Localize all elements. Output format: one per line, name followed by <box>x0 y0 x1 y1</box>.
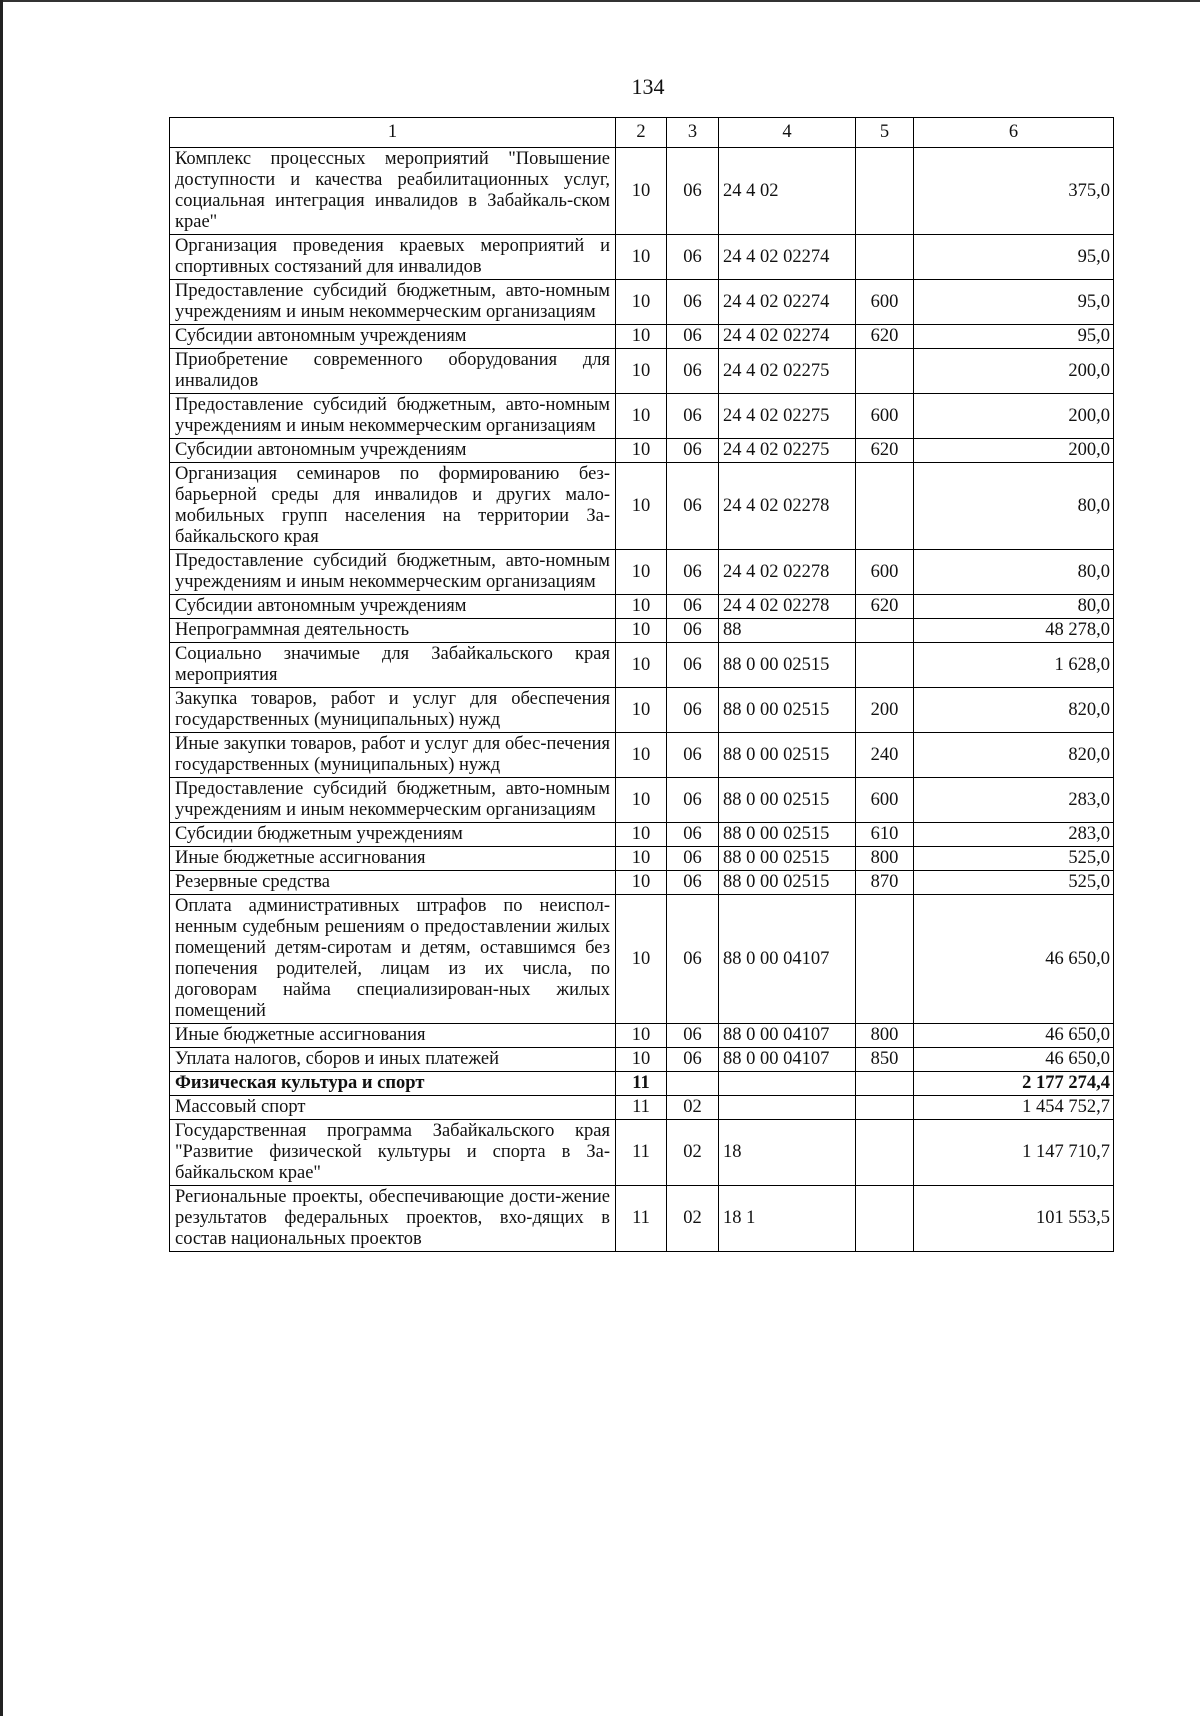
target-article-cell: 24 4 02 02278 <box>719 550 856 595</box>
amount-cell: 101 553,5 <box>914 1186 1114 1252</box>
section-code-cell: 11 <box>616 1096 667 1120</box>
row-name-cell: Организация семинаров по формированию без-барьерной среды для инвалидов и других мало-мобильных групп населения на территории За-байкальского края <box>170 463 616 550</box>
table-row <box>170 895 1114 1024</box>
section-code-cell: 10 <box>616 463 667 550</box>
row-name-cell: Предоставление субсидий бюджетным, авто-номным учреждениям и иным некоммерческим организациям <box>170 280 616 325</box>
target-article-cell: 88 0 00 02515 <box>719 643 856 688</box>
table-row <box>170 1186 1114 1252</box>
column-header-5: 5 <box>856 118 914 148</box>
table-row <box>170 595 1114 619</box>
subsection-code-cell: 06 <box>667 823 719 847</box>
amount-cell: 525,0 <box>914 871 1114 895</box>
section-code-cell: 10 <box>616 235 667 280</box>
section-code-cell: 10 <box>616 643 667 688</box>
subsection-code-cell: 02 <box>667 1096 719 1120</box>
expense-type-cell <box>856 643 914 688</box>
table-row <box>170 550 1114 595</box>
row-name-cell: Иные закупки товаров, работ и услуг для обес-печения государственных (муниципальных) нужд <box>170 733 616 778</box>
section-code-cell: 10 <box>616 871 667 895</box>
page-number: 134 <box>631 74 665 99</box>
table-header-row <box>170 118 1114 148</box>
expense-type-cell: 800 <box>856 847 914 871</box>
table-row <box>170 1096 1114 1120</box>
subsection-code-cell: 06 <box>667 847 719 871</box>
subsection-code-cell: 06 <box>667 394 719 439</box>
table-row <box>170 280 1114 325</box>
amount-cell: 1 147 710,7 <box>914 1120 1114 1186</box>
expense-type-cell <box>856 148 914 235</box>
target-article-cell: 24 4 02 02275 <box>719 439 856 463</box>
expense-type-cell: 600 <box>856 394 914 439</box>
target-article-cell: 24 4 02 02274 <box>719 280 856 325</box>
expense-type-cell: 600 <box>856 280 914 325</box>
amount-cell: 1 454 752,7 <box>914 1096 1114 1120</box>
expense-type-cell: 610 <box>856 823 914 847</box>
column-header-2: 2 <box>616 118 667 148</box>
column-header-1: 1 <box>170 118 616 148</box>
column-header-6: 6 <box>914 118 1114 148</box>
target-article-cell: 24 4 02 02278 <box>719 463 856 550</box>
table-row <box>170 823 1114 847</box>
section-code-cell: 11 <box>616 1072 667 1096</box>
section-code-cell: 11 <box>616 1186 667 1252</box>
section-code-cell: 10 <box>616 778 667 823</box>
section-code-cell: 10 <box>616 847 667 871</box>
section-code-cell: 10 <box>616 1024 667 1048</box>
amount-cell: 2 177 274,4 <box>914 1072 1114 1096</box>
subsection-code-cell: 06 <box>667 1024 719 1048</box>
row-name-cell: Иные бюджетные ассигнования <box>170 1024 616 1048</box>
subsection-code-cell: 06 <box>667 619 719 643</box>
amount-cell: 283,0 <box>914 823 1114 847</box>
subsection-code-cell: 06 <box>667 439 719 463</box>
expense-type-cell: 600 <box>856 778 914 823</box>
section-code-cell: 10 <box>616 394 667 439</box>
target-article-cell: 24 4 02 02275 <box>719 349 856 394</box>
target-article-cell: 88 0 00 04107 <box>719 1024 856 1048</box>
subsection-code-cell: 06 <box>667 235 719 280</box>
table-row <box>170 349 1114 394</box>
page-top-edge <box>0 0 1200 2</box>
row-name-cell: Субсидии бюджетным учреждениям <box>170 823 616 847</box>
target-article-cell: 24 4 02 02274 <box>719 325 856 349</box>
target-article-cell <box>719 1096 856 1120</box>
subsection-code-cell: 06 <box>667 778 719 823</box>
table-row <box>170 733 1114 778</box>
subsection-code-cell: 06 <box>667 349 719 394</box>
column-header-4: 4 <box>719 118 856 148</box>
amount-cell: 95,0 <box>914 235 1114 280</box>
amount-cell: 95,0 <box>914 280 1114 325</box>
section-code-cell: 10 <box>616 895 667 1024</box>
section-code-cell: 10 <box>616 733 667 778</box>
amount-cell: 48 278,0 <box>914 619 1114 643</box>
target-article-cell: 24 4 02 <box>719 148 856 235</box>
target-article-cell: 88 0 00 04107 <box>719 1048 856 1072</box>
target-article-cell: 88 0 00 02515 <box>719 688 856 733</box>
expense-type-cell <box>856 235 914 280</box>
row-name-cell: Государственная программа Забайкальского края "Развитие физической культуры и спорта в За-байкальском крае" <box>170 1120 616 1186</box>
table-row <box>170 394 1114 439</box>
amount-cell: 1 628,0 <box>914 643 1114 688</box>
subsection-code-cell: 06 <box>667 895 719 1024</box>
target-article-cell: 88 0 00 02515 <box>719 847 856 871</box>
section-code-cell: 10 <box>616 550 667 595</box>
row-name-cell: Организация проведения краевых мероприятий и спортивных состязаний для инвалидов <box>170 235 616 280</box>
row-name-cell: Иные бюджетные ассигнования <box>170 847 616 871</box>
row-name-cell: Региональные проекты, обеспечивающие дости-жение результатов федеральных проектов, вхо-дящих в состав национальных проектов <box>170 1186 616 1252</box>
budget-table <box>169 117 1114 1252</box>
expense-type-cell <box>856 895 914 1024</box>
row-name-cell: Предоставление субсидий бюджетным, авто-номным учреждениям и иным некоммерческим организациям <box>170 778 616 823</box>
table-row <box>170 871 1114 895</box>
expense-type-cell <box>856 1072 914 1096</box>
expense-type-cell <box>856 1120 914 1186</box>
subsection-code-cell: 06 <box>667 463 719 550</box>
table-row <box>170 1024 1114 1048</box>
subsection-code-cell: 02 <box>667 1120 719 1186</box>
row-name-cell: Закупка товаров, работ и услуг для обеспечения государственных (муниципальных) нужд <box>170 688 616 733</box>
subsection-code-cell <box>667 1072 719 1096</box>
expense-type-cell: 850 <box>856 1048 914 1072</box>
table-row <box>170 619 1114 643</box>
amount-cell: 80,0 <box>914 595 1114 619</box>
target-article-cell: 88 0 00 02515 <box>719 871 856 895</box>
expense-type-cell <box>856 1186 914 1252</box>
target-article-cell: 88 0 00 02515 <box>719 733 856 778</box>
expense-type-cell <box>856 463 914 550</box>
amount-cell: 80,0 <box>914 463 1114 550</box>
amount-cell: 820,0 <box>914 688 1114 733</box>
row-name-cell: Физическая культура и спорт <box>170 1072 616 1096</box>
target-article-cell: 24 4 02 02274 <box>719 235 856 280</box>
column-header-3: 3 <box>667 118 719 148</box>
amount-cell: 283,0 <box>914 778 1114 823</box>
section-code-cell: 10 <box>616 688 667 733</box>
row-name-cell: Приобретение современного оборудования для инвалидов <box>170 349 616 394</box>
amount-cell: 375,0 <box>914 148 1114 235</box>
table-row <box>170 643 1114 688</box>
expense-type-cell: 200 <box>856 688 914 733</box>
target-article-cell <box>719 1072 856 1096</box>
amount-cell: 46 650,0 <box>914 1048 1114 1072</box>
amount-cell: 200,0 <box>914 439 1114 463</box>
row-name-cell: Массовый спорт <box>170 1096 616 1120</box>
target-article-cell: 18 <box>719 1120 856 1186</box>
row-name-cell: Оплата административных штрафов по неиспол-ненным судебным решениям о предоставлении жилых помещений детям-сиротам и детям, оставшимся без попечения родителей, лицам из их числа, по договорам найма специализирован-ных жилых помещений <box>170 895 616 1024</box>
amount-cell: 95,0 <box>914 325 1114 349</box>
section-code-cell: 10 <box>616 823 667 847</box>
target-article-cell: 88 0 00 04107 <box>719 895 856 1024</box>
expense-type-cell: 870 <box>856 871 914 895</box>
amount-cell: 525,0 <box>914 847 1114 871</box>
table-row <box>170 778 1114 823</box>
expense-type-cell <box>856 1096 914 1120</box>
row-name-cell: Субсидии автономным учреждениям <box>170 439 616 463</box>
section-code-cell: 10 <box>616 1048 667 1072</box>
section-code-cell: 10 <box>616 439 667 463</box>
section-code-cell: 10 <box>616 148 667 235</box>
row-name-cell: Непрограммная деятельность <box>170 619 616 643</box>
section-code-cell: 11 <box>616 1120 667 1186</box>
subsection-code-cell: 06 <box>667 595 719 619</box>
section-code-cell: 10 <box>616 325 667 349</box>
row-name-cell: Комплекс процессных мероприятий "Повышение доступности и качества реабилитационных услуг, социальная интеграция инвалидов в Забайкаль-ском крае" <box>170 148 616 235</box>
target-article-cell: 18 1 <box>719 1186 856 1252</box>
table-row <box>170 235 1114 280</box>
row-name-cell: Резервные средства <box>170 871 616 895</box>
expense-type-cell <box>856 619 914 643</box>
target-article-cell: 88 <box>719 619 856 643</box>
table-row <box>170 1120 1114 1186</box>
expense-type-cell <box>856 349 914 394</box>
subsection-code-cell: 02 <box>667 1186 719 1252</box>
target-article-cell: 88 0 00 02515 <box>719 823 856 847</box>
section-code-cell: 10 <box>616 595 667 619</box>
subsection-code-cell: 06 <box>667 550 719 595</box>
amount-cell: 46 650,0 <box>914 895 1114 1024</box>
subsection-code-cell: 06 <box>667 643 719 688</box>
target-article-cell: 24 4 02 02275 <box>719 394 856 439</box>
amount-cell: 200,0 <box>914 349 1114 394</box>
expense-type-cell: 240 <box>856 733 914 778</box>
table-row <box>170 148 1114 235</box>
table-row <box>170 1048 1114 1072</box>
table-row <box>170 688 1114 733</box>
target-article-cell: 88 0 00 02515 <box>719 778 856 823</box>
row-name-cell: Уплата налогов, сборов и иных платежей <box>170 1048 616 1072</box>
expense-type-cell: 620 <box>856 439 914 463</box>
table-body <box>170 118 1114 1252</box>
amount-cell: 46 650,0 <box>914 1024 1114 1048</box>
section-code-cell: 10 <box>616 619 667 643</box>
row-name-cell: Субсидии автономным учреждениям <box>170 595 616 619</box>
expense-type-cell: 620 <box>856 325 914 349</box>
target-article-cell: 24 4 02 02278 <box>719 595 856 619</box>
subsection-code-cell: 06 <box>667 1048 719 1072</box>
section-code-cell: 10 <box>616 280 667 325</box>
amount-cell: 820,0 <box>914 733 1114 778</box>
amount-cell: 200,0 <box>914 394 1114 439</box>
table-row <box>170 463 1114 550</box>
page-left-edge <box>0 0 3 1716</box>
section-code-cell: 10 <box>616 349 667 394</box>
expense-type-cell: 600 <box>856 550 914 595</box>
row-name-cell: Предоставление субсидий бюджетным, авто-номным учреждениям и иным некоммерческим организациям <box>170 550 616 595</box>
subsection-code-cell: 06 <box>667 871 719 895</box>
expense-type-cell: 800 <box>856 1024 914 1048</box>
table-row <box>170 847 1114 871</box>
row-name-cell: Субсидии автономным учреждениям <box>170 325 616 349</box>
table-row <box>170 325 1114 349</box>
subsection-code-cell: 06 <box>667 688 719 733</box>
table-row <box>170 439 1114 463</box>
subsection-code-cell: 06 <box>667 148 719 235</box>
amount-cell: 80,0 <box>914 550 1114 595</box>
subsection-code-cell: 06 <box>667 280 719 325</box>
subsection-code-cell: 06 <box>667 325 719 349</box>
row-name-cell: Предоставление субсидий бюджетным, авто-номным учреждениям и иным некоммерческим организациям <box>170 394 616 439</box>
subsection-code-cell: 06 <box>667 733 719 778</box>
row-name-cell: Социально значимые для Забайкальского края мероприятия <box>170 643 616 688</box>
table-row <box>170 1072 1114 1096</box>
expense-type-cell: 620 <box>856 595 914 619</box>
